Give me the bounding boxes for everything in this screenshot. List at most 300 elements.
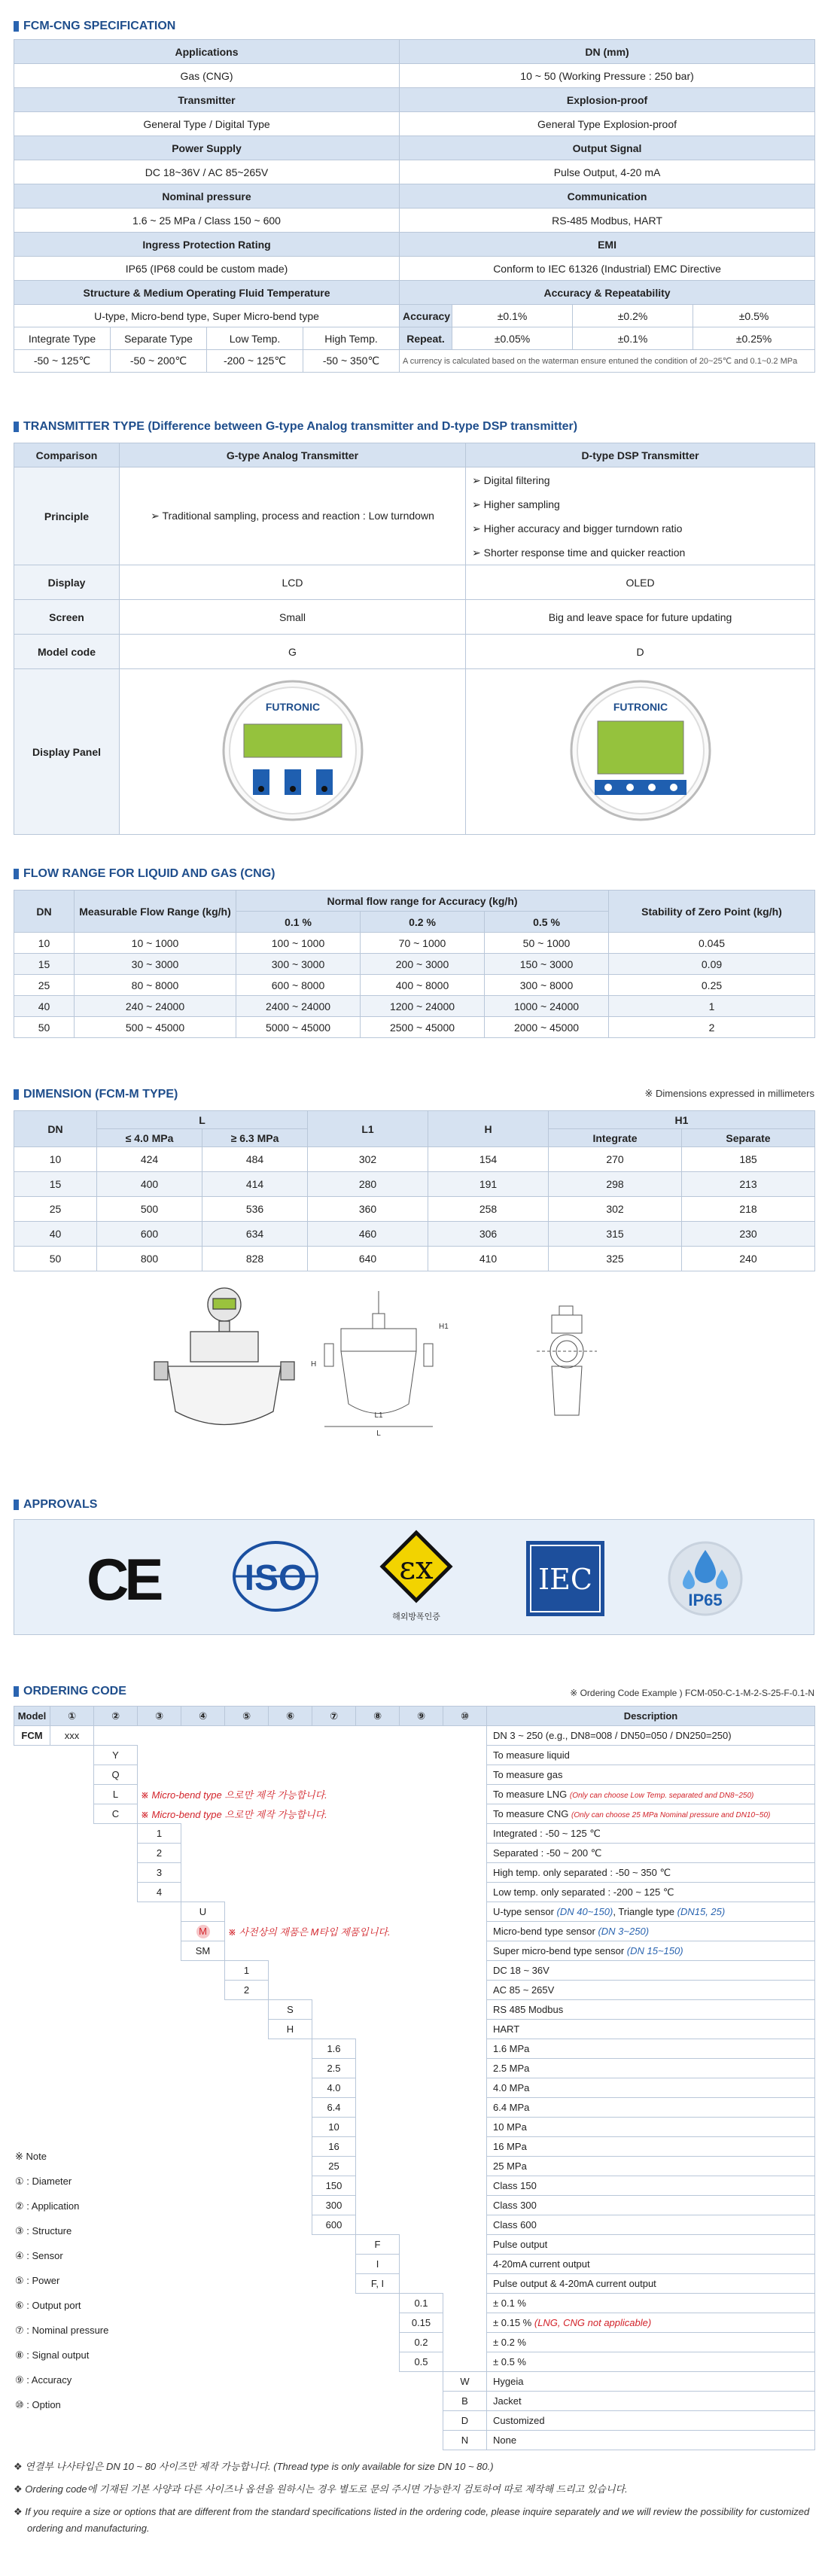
oc-desc [487, 2157, 815, 2176]
oc-row [14, 2372, 815, 2392]
dim-body [14, 1147, 815, 1271]
dim-cell: 298 [549, 1172, 682, 1197]
screen-label: Screen [14, 600, 120, 635]
flow-cell: 0.25 [609, 975, 815, 996]
flow-cell: 2400 ~ 24000 [236, 996, 361, 1017]
oc-code: N [443, 2431, 487, 2450]
flow-cell: 500 ~ 45000 [75, 1017, 236, 1038]
oc-notes [15, 2169, 108, 2417]
oc-desc-text: ± 0.2 % [493, 2337, 526, 2348]
transmitter-value: General Type / Digital Type [14, 112, 400, 136]
oc-xxx: xxx [50, 1726, 94, 1746]
oc-desc [487, 2294, 815, 2313]
oc-num: ⑦ [312, 1707, 356, 1726]
flow-normal-header: Normal flow range for Accuracy (kg/h) [236, 891, 609, 912]
ex-subtitle: 해외방폭인증 [392, 1612, 440, 1621]
display-label: Display [14, 565, 120, 600]
oc-note: ⑨ : Accuracy [15, 2374, 72, 2386]
dim-row [14, 1172, 815, 1197]
oc-num: ⑨ [400, 1707, 443, 1726]
dim-cell: 424 [97, 1147, 202, 1172]
dimension-legend: ※ Dimensions expressed in millimeters [644, 1088, 814, 1099]
output-header: Output Signal [400, 136, 815, 160]
oc-desc [487, 1941, 815, 1961]
oc-code: 4.0 [312, 2078, 356, 2098]
oc-note: ② : Application [15, 2200, 80, 2212]
oc-row [14, 2157, 815, 2176]
flow-cell: 10 [14, 933, 75, 954]
dim-cell: 325 [549, 1247, 682, 1271]
side-view-drawing [311, 1291, 449, 1438]
oc-desc-note: (DN 3~250) [598, 1926, 650, 1937]
dim-cell: 230 [682, 1222, 815, 1247]
d-screen: Big and leave space for future updating [466, 600, 815, 635]
oc-desc [487, 2235, 815, 2255]
pressure-value: 1.6 ~ 25 MPa / Class 150 ~ 600 [14, 209, 400, 233]
flow-cell: 15 [14, 954, 75, 975]
spec-section [14, 18, 814, 373]
d-type-header: D-type DSP Transmitter [466, 443, 815, 467]
oc-spacer [14, 2078, 312, 2098]
oc-desc [487, 2078, 815, 2098]
g-type-header: G-type Analog Transmitter [120, 443, 466, 467]
oc-note: ③ : Structure [15, 2225, 72, 2236]
oc-code: Q [94, 1765, 138, 1785]
oc-code: 25 [312, 2157, 356, 2176]
oc-note: ⑩ : Option [15, 2399, 61, 2410]
dim-h-header: H [428, 1111, 549, 1147]
flow-cell: 70 ~ 1000 [361, 933, 485, 954]
dim-cell: 360 [308, 1197, 428, 1222]
rep-value: ±0.05% [452, 327, 573, 350]
flow-cell: 200 ~ 3000 [361, 954, 485, 975]
oc-desc-header: Description [487, 1707, 815, 1726]
flow-cell: 100 ~ 1000 [236, 933, 361, 954]
dim-cell: 640 [308, 1247, 428, 1271]
d-principle-item: ➢ Shorter response time and quicker reaction [472, 546, 686, 559]
flow-cell: 10 ~ 1000 [75, 933, 236, 954]
d-brand: FUTRONIC [613, 701, 668, 713]
ce-mark: CE [87, 1546, 160, 1612]
acc-label: Accuracy [400, 305, 452, 327]
dim-sub-header: ≥ 6.3 MPa [202, 1129, 308, 1147]
oc-desc [487, 2059, 815, 2078]
oc-desc-text: ± 0.15 % [493, 2317, 532, 2328]
temp-value: -50 ~ 125℃ [14, 350, 111, 373]
dim-cell: 240 [682, 1247, 815, 1271]
oc-desc-text: 1.6 MPa [493, 2043, 530, 2054]
oc-code: U [181, 1902, 225, 1922]
flow-cell: 50 [14, 1017, 75, 1038]
oc-num: ⑧ [356, 1707, 400, 1726]
oc-code: 6.4 [312, 2098, 356, 2118]
oc-desc: High temp. only separated : -50 ~ 350 ℃ [487, 1863, 815, 1883]
dim-cell: 10 [14, 1147, 97, 1172]
oc-code: D [443, 2411, 487, 2431]
dim-label-h1: H1 [439, 1323, 449, 1331]
oc-spacer [443, 2294, 487, 2313]
rep-value: ±0.1% [573, 327, 693, 350]
oc-desc-note: (Only can choose 25 MPa Nominal pressure and DN10~50) [571, 1811, 771, 1819]
flow-section [14, 866, 814, 1038]
oc-desc-dn: DN 3 ~ 250 (e.g., DN8=008 / DN50=050 / DN250=250) [487, 1726, 815, 1746]
oc-code: 10 [312, 2118, 356, 2137]
oc-spacer [356, 2196, 487, 2215]
oc-note: ⑧ : Signal output [15, 2349, 90, 2361]
oc-desc [487, 2372, 815, 2392]
flow-cell: 2000 ~ 45000 [485, 1017, 609, 1038]
dim-cell: 154 [428, 1147, 549, 1172]
dim-cell: 280 [308, 1172, 428, 1197]
end-view-drawing [537, 1306, 597, 1415]
oc-desc-text: To measure LNG [493, 1789, 568, 1800]
dim-cell: 218 [682, 1197, 815, 1222]
transmitter-header: Transmitter [14, 88, 400, 112]
oc-row [14, 2255, 815, 2274]
oc-red-note: ※ 사전상의 재품은 M타입 제품입니다. [228, 1926, 391, 1938]
rep-label: Repeat. [400, 327, 452, 350]
d-model: D [466, 635, 815, 669]
oc-desc [487, 2118, 815, 2137]
iso-logo [231, 1539, 320, 1614]
oc-spacer [443, 2333, 487, 2352]
flow-cell: 600 ~ 8000 [236, 975, 361, 996]
oc-num: ⑥ [269, 1707, 312, 1726]
oc-desc [487, 2431, 815, 2450]
dim-cell: 50 [14, 1247, 97, 1271]
approvals-panel [14, 1519, 814, 1635]
dimension-table [14, 1110, 815, 1271]
oc-desc: HART [487, 2020, 815, 2039]
oc-desc [487, 2333, 815, 2352]
oc-spacer [400, 2235, 487, 2255]
g-model: G [120, 635, 466, 669]
oc-desc-text: Pulse output & 4-20mA current output [493, 2278, 656, 2289]
d-principle-item: ➢ Digital filtering [472, 473, 550, 486]
oc-desc [487, 1804, 815, 1824]
oc-num: ① [50, 1707, 94, 1726]
oc-code: 1.6 [312, 2039, 356, 2059]
oc-row [14, 2294, 815, 2313]
dim-cell: 400 [97, 1172, 202, 1197]
oc-desc-text: 4-20mA current output [493, 2258, 590, 2270]
dim-row [14, 1222, 815, 1247]
pressure-header: Nominal pressure [14, 184, 400, 209]
oc-note: ⑦ : Nominal pressure [15, 2325, 109, 2336]
oc-desc-text: None [493, 2434, 517, 2446]
oc-desc-text: Class 150 [493, 2180, 537, 2191]
dim-label-l1: L1 [374, 1411, 383, 1420]
acc-value: ±0.2% [573, 305, 693, 327]
oc-row [14, 2176, 815, 2196]
dim-cell: 40 [14, 1222, 97, 1247]
flow-cell: 150 ~ 3000 [485, 954, 609, 975]
oc-spacer [356, 2059, 487, 2078]
oc-fcm: FCM [14, 1726, 50, 1746]
dim-cell: 191 [428, 1172, 549, 1197]
ip65-logo [666, 1539, 744, 1618]
oc-foot: ❖ Ordering code에 기재된 기본 사양과 다른 사이즈나 옵션을 원하시는 경우 별도로 문의 주시면 가능한지 검토하여 따로 제작해 드리고 있습니다. [14, 2483, 628, 2495]
oc-row [14, 2274, 815, 2294]
oc-code: 600 [312, 2215, 356, 2235]
oc-spacer [14, 2039, 312, 2059]
g-screen: Small [120, 600, 466, 635]
oc-code: 2 [138, 1844, 181, 1863]
front-view-drawing [154, 1288, 294, 1425]
oc-code: W [443, 2372, 487, 2392]
oc-code: F [356, 2235, 400, 2255]
oc-desc-text: , Triangle type [613, 1906, 674, 1917]
dim-cell: 302 [549, 1197, 682, 1222]
oc-foot: ❖ If you require a size or options that are different from the standard specifications listed in the ordering code, please inquire separately and we will review the possibility for customized ordering and manufacturing. [14, 2506, 810, 2534]
ip65-text: IP65 [688, 1591, 723, 1609]
flow-cell: 40 [14, 996, 75, 1017]
oc-desc [487, 2215, 815, 2235]
oc-code: 3 [138, 1863, 181, 1883]
transmitter-title: TRANSMITTER TYPE (Difference between G-type Analog transmitter and D-type DSP transmitter) [14, 419, 814, 435]
dim-cell: 258 [428, 1197, 549, 1222]
spec-title: FCM-CNG SPECIFICATION [14, 18, 814, 35]
oc-desc-text: 25 MPa [493, 2160, 527, 2172]
iec-text: IEC [538, 1563, 592, 1596]
g-panel-image [214, 679, 372, 822]
oc-desc [487, 2176, 815, 2196]
oc-spacer [356, 2215, 487, 2235]
oc-note-title: ※ Note [15, 2151, 47, 2162]
oc-desc-text: Hygeia [493, 2376, 524, 2387]
oc-code: 4 [138, 1883, 181, 1902]
oc-desc: Low temp. only separated : -200 ~ 125 ℃ [487, 1883, 815, 1902]
oc-code: 1 [138, 1824, 181, 1844]
dim-label-l: L [376, 1430, 381, 1438]
flow-cell: 1 [609, 996, 815, 1017]
acc-value: ±0.5% [693, 305, 815, 327]
oc-code: SM [181, 1941, 225, 1961]
oc-desc-text: 6.4 MPa [493, 2102, 530, 2113]
oc-desc-text: Jacket [493, 2395, 522, 2407]
temp-col: Integrate Type [14, 327, 111, 350]
ordering-table [14, 1706, 815, 2450]
oc-desc: Integrated : -50 ~ 125 ℃ [487, 1824, 815, 1844]
approvals-title: APPROVALS [14, 1497, 814, 1513]
d-principle [466, 467, 815, 565]
flow-cell: 240 ~ 24000 [75, 996, 236, 1017]
acc-note: A currency is calculated based on the waterman ensure entuned the condition of 20~25℃ and 0.1~0.2 MPa [400, 350, 815, 373]
flow-stab-header: Stability of Zero Point (kg/h) [609, 891, 815, 933]
oc-code: H [269, 2020, 312, 2039]
output-value: Pulse Output, 4-20 mA [400, 160, 815, 184]
oc-footnotes [14, 2459, 814, 2537]
oc-row [14, 2118, 815, 2137]
g-panel [120, 669, 466, 835]
spec-table [14, 39, 815, 373]
oc-desc-note: (LNG, CNG not applicable) [534, 2317, 652, 2328]
oc-spacer [356, 2098, 487, 2118]
ordering-section [14, 1683, 814, 2534]
oc-desc [487, 2411, 815, 2431]
oc-desc-text: Class 600 [493, 2219, 537, 2230]
flow-acc-header: 0.5 % [485, 912, 609, 933]
oc-num: ⑩ [443, 1707, 487, 1726]
emi-value: Conform to IEC 61326 (Industrial) EMC Directive [400, 257, 815, 281]
iec-logo [526, 1541, 604, 1616]
flow-cell: 30 ~ 3000 [75, 954, 236, 975]
flow-row [14, 1017, 815, 1038]
flow-row [14, 975, 815, 996]
flow-cell: 0.09 [609, 954, 815, 975]
flow-cell: 300 ~ 3000 [236, 954, 361, 975]
oc-desc [487, 2352, 815, 2372]
dimension-section [14, 1086, 814, 1438]
ip-header: Ingress Protection Rating [14, 233, 400, 257]
oc-desc [487, 2392, 815, 2411]
dim-h1-header: H1 [549, 1111, 815, 1129]
flow-acc-header: 0.2 % [361, 912, 485, 933]
oc-num: ⑤ [225, 1707, 269, 1726]
transmitter-section [14, 419, 814, 835]
oc-desc-text: 16 MPa [493, 2141, 527, 2152]
flow-cell: 50 ~ 1000 [485, 933, 609, 954]
oc-row [14, 2078, 815, 2098]
oc-desc-text: Micro-bend type sensor [493, 1926, 595, 1937]
oc-note: ⑥ : Output port [15, 2300, 81, 2311]
oc-note: ④ : Sensor [15, 2250, 63, 2261]
oc-row [14, 2137, 815, 2157]
g-principle: ➢ Traditional sampling, process and reaction : Low turndown [120, 467, 466, 565]
oc-desc-text: Super micro-bend type sensor [493, 1945, 625, 1956]
oc-desc [487, 2039, 815, 2059]
oc-spacer [356, 2039, 487, 2059]
dim-l1-header: L1 [308, 1111, 428, 1147]
dim-label-h: H [311, 1360, 317, 1369]
dim-cell: 15 [14, 1172, 97, 1197]
iso-text: ISO [244, 1558, 307, 1598]
oc-spacer [356, 2176, 487, 2196]
oc-dynamic-rows [14, 2039, 815, 2450]
transmitter-table [14, 443, 815, 835]
flow-body [14, 933, 815, 1038]
ordering-title: ORDERING CODE [14, 1683, 814, 1700]
oc-spacer [443, 2352, 487, 2372]
d-display: OLED [466, 565, 815, 600]
oc-code-m: M [196, 1925, 210, 1938]
oc-spacer [443, 2313, 487, 2333]
dn-value: 10 ~ 50 (Working Pressure : 250 bar) [400, 64, 815, 88]
dim-l-header: L [97, 1111, 308, 1129]
oc-code: B [443, 2392, 487, 2411]
oc-code: 150 [312, 2176, 356, 2196]
d-principle-item: ➢ Higher sampling [472, 498, 560, 510]
dim-cell: 185 [682, 1147, 815, 1172]
oc-code: Y [94, 1746, 138, 1765]
oc-note-list [15, 2144, 108, 2417]
dim-cell: 828 [202, 1247, 308, 1271]
dim-cell: 600 [97, 1222, 202, 1247]
oc-desc: To measure gas [487, 1765, 815, 1785]
oc-spacer [14, 2059, 312, 2078]
oc-desc [487, 2098, 815, 2118]
oc-desc [487, 2274, 815, 2294]
dim-cell: 270 [549, 1147, 682, 1172]
flow-mfr-header: Measurable Flow Range (kg/h) [75, 891, 236, 933]
dim-dn-header: DN [14, 1111, 97, 1147]
dim-row [14, 1197, 815, 1222]
temp-col: Low Temp. [207, 327, 303, 350]
temp-value: -50 ~ 200℃ [111, 350, 207, 373]
oc-desc: AC 85 ~ 265V [487, 1981, 815, 2000]
oc-row [14, 2333, 815, 2352]
oc-row [14, 2352, 815, 2372]
comparison-header: Comparison [14, 443, 120, 467]
oc-num: ② [94, 1707, 138, 1726]
flow-dn-header: DN [14, 891, 75, 933]
comm-value: RS-485 Modbus, HART [400, 209, 815, 233]
dim-row [14, 1247, 815, 1271]
flow-row [14, 933, 815, 954]
dim-cell: 460 [308, 1222, 428, 1247]
flow-cell: 1000 ~ 24000 [485, 996, 609, 1017]
flow-cell: 5000 ~ 45000 [236, 1017, 361, 1038]
oc-model-header: Model [14, 1707, 50, 1726]
oc-desc [487, 1922, 815, 1941]
flow-cell: 80 ~ 8000 [75, 975, 236, 996]
oc-code: L [94, 1785, 138, 1804]
power-header: Power Supply [14, 136, 400, 160]
model-label: Model code [14, 635, 120, 669]
dim-cell: 484 [202, 1147, 308, 1172]
temp-col: Separate Type [111, 327, 207, 350]
oc-num: ④ [181, 1707, 225, 1726]
oc-code: 0.15 [400, 2313, 443, 2333]
oc-code: 0.2 [400, 2333, 443, 2352]
flow-cell: 0.045 [609, 933, 815, 954]
oc-row [14, 2411, 815, 2431]
dim-sub-header: Integrate [549, 1129, 682, 1147]
dim-cell: 302 [308, 1147, 428, 1172]
flow-cell: 1200 ~ 24000 [361, 996, 485, 1017]
oc-spacer [400, 2274, 487, 2294]
oc-desc-note: (DN 40~150) [556, 1906, 613, 1917]
oc-spacer [14, 2431, 443, 2450]
explosion-value: General Type Explosion-proof [400, 112, 815, 136]
principle-label: Principle [14, 467, 120, 565]
struct-header: Structure & Medium Operating Fluid Temperature [14, 281, 400, 305]
dim-cell: 410 [428, 1247, 549, 1271]
oc-row [14, 2039, 815, 2059]
oc-desc [487, 2313, 815, 2333]
approvals-section [14, 1497, 814, 1621]
oc-desc [487, 2255, 815, 2274]
oc-desc-text: 2.5 MPa [493, 2063, 530, 2074]
oc-desc-text: ± 0.5 % [493, 2356, 526, 2367]
oc-row [14, 2392, 815, 2411]
dim-cell: 414 [202, 1172, 308, 1197]
flow-cell: 2500 ~ 45000 [361, 1017, 485, 1038]
oc-note: ① : Diameter [15, 2176, 72, 2187]
oc-desc-text: 4.0 MPa [493, 2082, 530, 2093]
oc-code: 2 [225, 1981, 269, 2000]
dim-sub-header: Separate [682, 1129, 815, 1147]
dim-cell: 315 [549, 1222, 682, 1247]
oc-code: I [356, 2255, 400, 2274]
oc-row [14, 2098, 815, 2118]
oc-desc-note: (DN15, 25) [677, 1906, 726, 1917]
dim-cell: 634 [202, 1222, 308, 1247]
panel-label: Display Panel [14, 669, 120, 835]
oc-code: F, I [356, 2274, 400, 2294]
oc-code: 16 [312, 2137, 356, 2157]
oc-desc-text: Pulse output [493, 2239, 548, 2250]
